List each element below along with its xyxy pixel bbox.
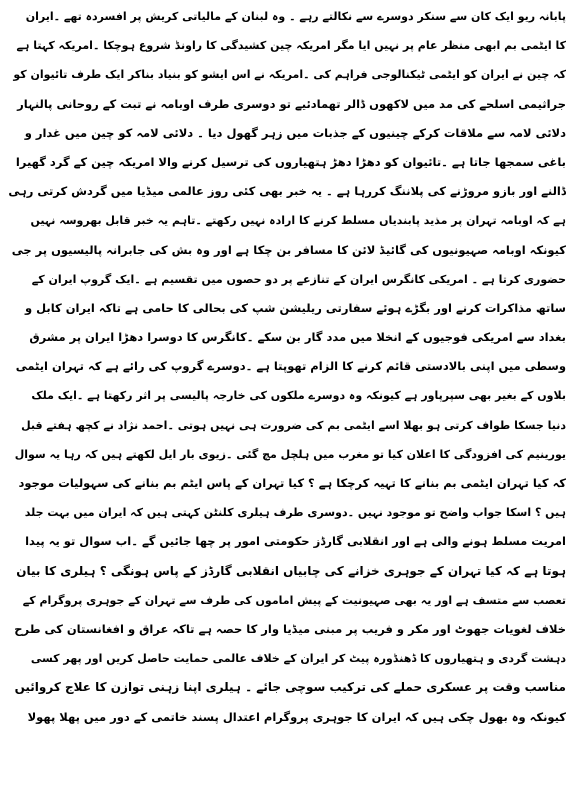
text-line: امریت مسلط ہونے والی ہے اور انقلابی گارڈز حکومتی امور پر چھا جائیں گے ۔اب سوال تو یہ پیدا — [25, 534, 566, 549]
text-line: ساتھ مذاکرات کرنے اور بگڑے ہوئے سفارتی ریلیشن شپ کی بحالی کا حامی ہے تاکہ ایران کابل و — [24, 300, 566, 315]
article-text — [8, 2, 566, 732]
text-line: ہے کہ اوبامہ تہران پر مذید پابندیاں مسلط کرنے کا ارادہ نہیں رکھتے ۔تاہم یہ خبر قابل بھروسہ نہیں — [30, 214, 566, 228]
text-line: کہ کیا تہران ایٹمی بم بنانے کا تہیہ کرچکا ہے ؟ کیا تہران کے پاس ایٹم بم بنانے کی سہولیات موجود — [18, 476, 566, 490]
text-line: ہیں ؟ اسکا جواب واضح تو موجود نہیں ۔دوسری طرف ہیلری کلنٹن کہتی ہیں کہ ایران میں بہت جلد — [24, 506, 566, 520]
text-line: کا ایٹمی بم ابھی منظر عام پر نہیں ایا مگر امریکہ چین کشیدگی کا راونڈ شروع ہوچکا ۔امریکہ کہتا ہے — [16, 39, 566, 53]
text-line: حضوری کرتا ہے ۔ امریکی کانگرس ایران کے تنازعے پر دو حصوں میں تقسیم ہے ۔ایک گروپ ایران کے — [31, 272, 566, 286]
text-line: تعصب سے متسف ہے اور یہ بھی صہیونیت کے پیش اماموں کی طرف سے تہران کے جوہری پروگرام کے — [22, 593, 566, 607]
text-line: کہ چین نے ایران کو ایٹمی ٹیکنالوجی فراہم کی ۔امریکہ نے اس ایشو کو بنیاد بناکر ایک طرف تائیوان کو — [13, 68, 566, 82]
text-line: وسطی میں اپنی بالادستی قائم کرنے کا الزام تھوپتا ہے ۔دوسرے گروپ کی رائے ہے کہ تہران ایٹمی — [15, 359, 566, 374]
text-line: دہشت گردی و ہتھیاروں کا ڈھنڈورہ پیٹ کر ایران کے خلاف عالمی حمایت حاصل کریں اور پھر کسی — [30, 652, 566, 666]
text-line: جراثیمی اسلحے کی مد میں لاکھوں ڈالر تھمادئیے تو دوسری طرف اوبامہ نے تبت کے روحانی پالنہار — [17, 96, 566, 111]
text-line: یورینیم کی افزودگی کا اعلان کیا تو مغرب میں ہلچل مچ گئی ۔زیوی بار ایل لکھتے ہیں کہ رہا یہ سوال — [14, 447, 566, 461]
text-line: دلائی لامہ سے ملاقات کرکے چینیوں کے جذبات میں زہر گھول دیا ۔ دلائی لامہ کو چین میں غدار و — [24, 125, 566, 140]
text-line: پابانہ ریو ایک کان سے سنکر دوسرے سے نکالتے رہے ۔ وہ لبنان کے مالیاتی کریش پر افسردہ تھے ۔ایران — [25, 10, 566, 23]
text-line: دنیا جسکا طواف کرتی ہو بھلا اسے ایٹمی بم کی ضرورت ہی نہیں ہوتی ۔احمد نژاد نے کچھ ہفتے قبل — [21, 418, 566, 432]
text-line: خلاف لغویات جھوٹ اور مکر و فریب پر مبنی میڈیا وار کا حصہ ہے تاکہ عراق و افغانستان کی طرح — [14, 621, 566, 636]
text-line: ہوتا ہے کہ کیا تہران کے جوہری خزانے کی چابیاں انقلابی گارڈز کے پاس ہونگی ؟ ہیلری کا بیان — [16, 563, 566, 578]
text-line: ڈالنے اور بازو مروڑنے کی پلاننگ کررہا ہے ۔ یہ خبر بھی کئی روز عالمی میڈیا میں گردش کرتی رہی — [8, 184, 566, 199]
text-line: مناسب وقت پر عسکری حملے کی ترکیب سوچی جائے ۔ ہیلری اپنا زہنی توازن کا علاج کروائیں — [14, 680, 566, 695]
text-line: کیونکہ اوبامہ صہیونیوں کی گائیڈ لائن کا مسافر بن چکا ہے اور وہ بش کی جابرانہ پالیسیوں پر جی — [11, 242, 566, 257]
text-line: باغی سمجھا جاتا ہے ۔تائیوان کو دھڑا دھڑ ہتھیاروں کی ترسیل کرنے والا امریکہ چین کے گرد گھیرا — [15, 154, 566, 169]
text-line: کیونکہ وہ بھول چکی ہیں کہ ایران کا جوہری پروگرام اعتدال پسند خاتمی کے دور میں پھلا پھولا — [27, 709, 566, 724]
text-line: بلاوں کے بغیر بھی سپرپاور ہے کیونکہ وہ دوسرے ملکوں کی خارجہ پالیسی پر اثر رکھتا ہے ۔ایک ملک — [31, 389, 566, 403]
text-line: بغداد سے امریکی فوجیوں کے انخلا میں مدد گار بن سکے ۔کانگرس کا دوسرا دھڑا ایران پر مشرق — [29, 330, 566, 345]
